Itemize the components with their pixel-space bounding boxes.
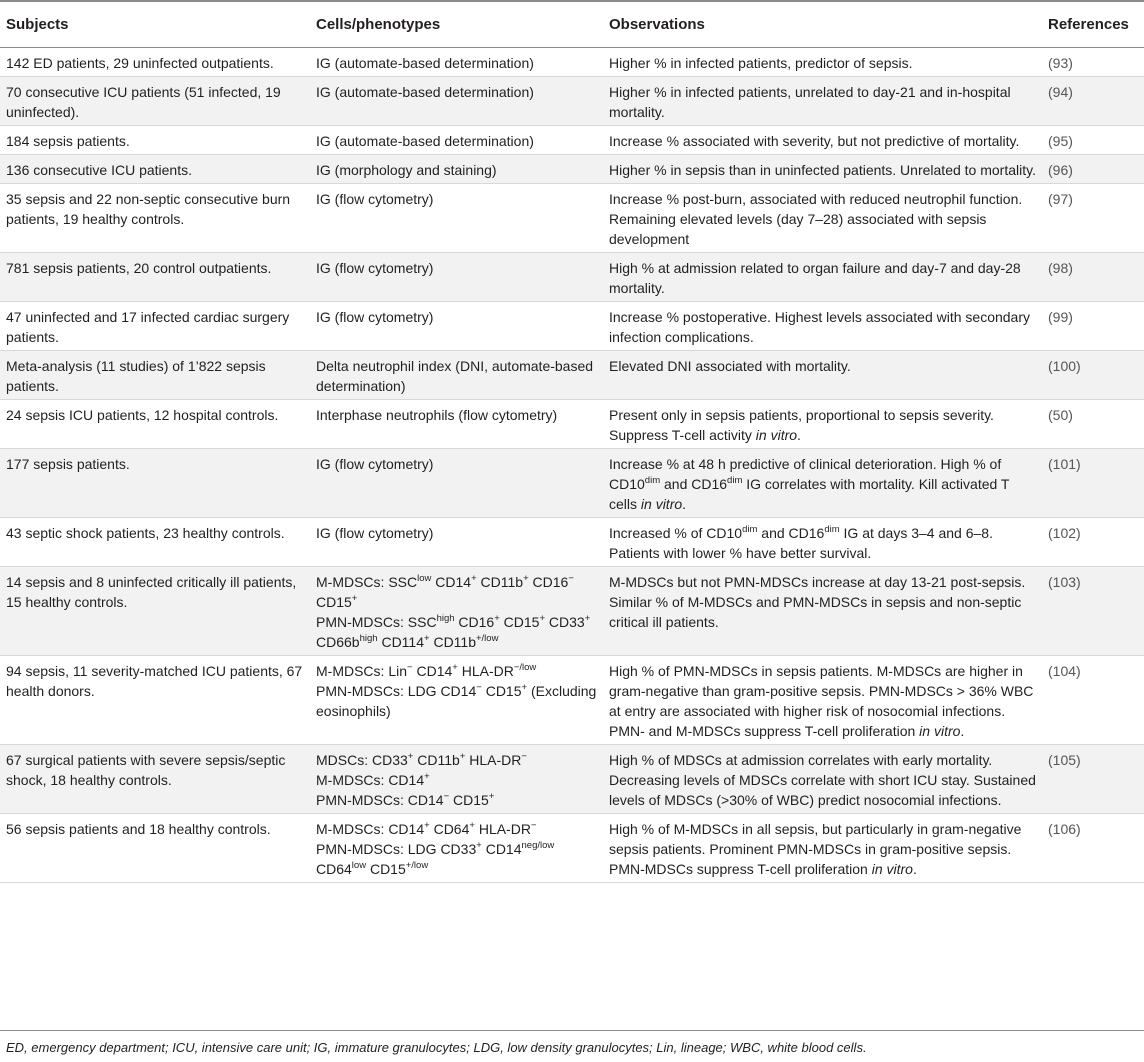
table-row: [0, 350, 1144, 399]
cell-observations: Increase % post-burn, associated with reduced neutrophil function. Remaining elevated levels (day 7–28) associated with sepsis development: [603, 183, 1042, 252]
table-row: [0, 399, 1144, 448]
table-row: [0, 744, 1144, 813]
cell-reference: (97): [1042, 183, 1144, 252]
table-body: [0, 47, 1144, 882]
cell-subjects: 136 consecutive ICU patients.: [0, 154, 310, 183]
cell-observations: M-MDSCs but not PMN-MDSCs increase at day 13-21 post-sepsis. Similar % of M-MDSCs and PMN-MDSCs in sepsis and non-septic critical ill patients.: [603, 566, 1042, 655]
cell-subjects: 43 septic shock patients, 23 healthy controls.: [0, 517, 310, 566]
cell-cells-phenotypes: IG (automate-based determination): [310, 47, 603, 76]
cell-observations: Higher % in infected patients, unrelated to day-21 and in-hospital mortality.: [603, 76, 1042, 125]
table-row: [0, 47, 1144, 76]
cell-cells-phenotypes: M-MDSCs: CD14+ CD64+ HLA-DR− PMN-MDSCs: LDG CD33+ $CD14^{neg/low}$ $CD64^{low}$ $CD15^{+/low}$: [310, 813, 603, 882]
cell-cells-phenotypes: IG (flow cytometry): [310, 301, 603, 350]
cell-reference: (105): [1042, 744, 1144, 813]
cell-subjects: 56 sepsis patients and 18 healthy controls.: [0, 813, 310, 882]
header-observations: Observations: [603, 1, 1042, 47]
cell-observations: Increase % at 48 h predictive of clinical deterioration. High % of $CD10^{dim}$ and $CD16^{dim}$ IG correlates with mortality. Kill activated T cells in vitro.: [603, 448, 1042, 517]
header-row: [0, 1, 1144, 47]
cell-subjects: 781 sepsis patients, 20 control outpatients.: [0, 252, 310, 301]
table-row: [0, 813, 1144, 882]
table-row: [0, 301, 1144, 350]
cell-cells-phenotypes: IG (automate-based determination): [310, 125, 603, 154]
cell-subjects: 67 surgical patients with severe sepsis/septic shock, 18 healthy controls.: [0, 744, 310, 813]
cell-reference: (106): [1042, 813, 1144, 882]
cell-cells-phenotypes: MDSCs: CD33+ CD11b+ HLA-DR− M-MDSCs: CD14+ PMN-MDSCs: CD14− CD15+: [310, 744, 603, 813]
cell-reference: (94): [1042, 76, 1144, 125]
cell-observations: Increase % associated with severity, but not predictive of mortality.: [603, 125, 1042, 154]
cell-cells-phenotypes: IG (flow cytometry): [310, 517, 603, 566]
cell-observations: High % of MDSCs at admission correlates with early mortality. Decreasing levels of MDSCs correlate with short ICU stay. Sustained levels of MDSCs (>30% of WBC) predict nosocomial infections.: [603, 744, 1042, 813]
table-row: [0, 655, 1144, 744]
cell-cells-phenotypes: IG (flow cytometry): [310, 183, 603, 252]
cell-reference: (93): [1042, 47, 1144, 76]
cell-subjects: 14 sepsis and 8 uninfected critically ill patients, 15 healthy controls.: [0, 566, 310, 655]
cell-observations: Higher % in sepsis than in uninfected patients. Unrelated to mortality.: [603, 154, 1042, 183]
cell-cells-phenotypes: IG (morphology and staining): [310, 154, 603, 183]
cell-cells-phenotypes: M-MDSCs: $SSC^{low}$ CD14+ CD11b+ CD16− CD15+ PMN-MDSCs: $SSC^{high}$ CD16+ CD15+ CD33+ $CD66b^{high}$ CD114+ $CD11b^{+/low}$: [310, 566, 603, 655]
table-row: [0, 252, 1144, 301]
cell-observations: Increased % of $CD10^{dim}$ and $CD16^{dim}$ IG at days 3–4 and 6–8. Patients with lower % have better survival.: [603, 517, 1042, 566]
cell-subjects: 94 sepsis, 11 severity-matched ICU patients, 67 health donors.: [0, 655, 310, 744]
cell-reference: (50): [1042, 399, 1144, 448]
cell-observations: Elevated DNI associated with mortality.: [603, 350, 1042, 399]
cell-reference: (96): [1042, 154, 1144, 183]
cell-reference: (98): [1042, 252, 1144, 301]
cell-reference: (102): [1042, 517, 1144, 566]
cell-reference: (101): [1042, 448, 1144, 517]
cell-reference: (103): [1042, 566, 1144, 655]
cell-subjects: 184 sepsis patients.: [0, 125, 310, 154]
cell-cells-phenotypes: IG (flow cytometry): [310, 448, 603, 517]
cell-subjects: 70 consecutive ICU patients (51 infected, 19 uninfected).: [0, 76, 310, 125]
cell-cells-phenotypes: Delta neutrophil index (DNI, automate-based determination): [310, 350, 603, 399]
cell-subjects: 142 ED patients, 29 uninfected outpatients.: [0, 47, 310, 76]
cell-reference: (95): [1042, 125, 1144, 154]
cell-observations: High % of PMN-MDSCs in sepsis patients. M-MDSCs are higher in gram-negative than gram-positive sepsis. PMN-MDSCs > 36% WBC at entry are associated with higher risk of nosocomial infections. PMN- and M-MDSCs suppress T-cell proliferation in vitro.: [603, 655, 1042, 744]
cell-cells-phenotypes: M-MDSCs: Lin− CD14+ HLA-$DR^{-/low}$ PMN-MDSCs: LDG CD14− CD15+ (Excluding eosinophils): [310, 655, 603, 744]
cell-observations: High % at admission related to organ failure and day-7 and day-28 mortality.: [603, 252, 1042, 301]
cell-cells-phenotypes: Interphase neutrophils (flow cytometry): [310, 399, 603, 448]
cell-reference: (100): [1042, 350, 1144, 399]
header-cells-phenotypes: Cells/phenotypes: [310, 1, 603, 47]
cell-cells-phenotypes: IG (flow cytometry): [310, 252, 603, 301]
cell-cells-phenotypes: IG (automate-based determination): [310, 76, 603, 125]
cell-subjects: Meta-analysis (11 studies) of 1’822 sepsis patients.: [0, 350, 310, 399]
table-row: [0, 76, 1144, 125]
table-row: [0, 154, 1144, 183]
table-row: [0, 566, 1144, 655]
cell-subjects: 177 sepsis patients.: [0, 448, 310, 517]
cell-reference: (99): [1042, 301, 1144, 350]
cell-subjects: 35 sepsis and 22 non-septic consecutive burn patients, 19 healthy controls.: [0, 183, 310, 252]
cell-observations: Present only in sepsis patients, proportional to sepsis severity. Suppress T-cell activity in vitro.: [603, 399, 1042, 448]
table-row: [0, 125, 1144, 154]
cell-reference: (104): [1042, 655, 1144, 744]
cell-observations: Increase % postoperative. Highest levels associated with secondary infection complications.: [603, 301, 1042, 350]
cell-observations: Higher % in infected patients, predictor of sepsis.: [603, 47, 1042, 76]
cell-subjects: 47 uninfected and 17 infected cardiac surgery patients.: [0, 301, 310, 350]
footnote-divider: [0, 1030, 1144, 1031]
header-references: References: [1042, 1, 1144, 47]
cell-observations: High % of M-MDSCs in all sepsis, but particularly in gram-negative sepsis patients. Prominent PMN-MDSCs in gram-positive sepsis. PMN-MDSCs suppress T-cell proliferation in vitro.: [603, 813, 1042, 882]
table-row: [0, 517, 1144, 566]
header-subjects: Subjects: [0, 1, 310, 47]
table-row: [0, 183, 1144, 252]
table-row: [0, 448, 1144, 517]
footnote: ED, emergency department; ICU, intensive care unit; IG, immature granulocytes; LDG, low density granulocytes; Lin, lineage; WBC, white blood cells.: [6, 1040, 867, 1055]
cell-subjects: 24 sepsis ICU patients, 12 hospital controls.: [0, 399, 310, 448]
